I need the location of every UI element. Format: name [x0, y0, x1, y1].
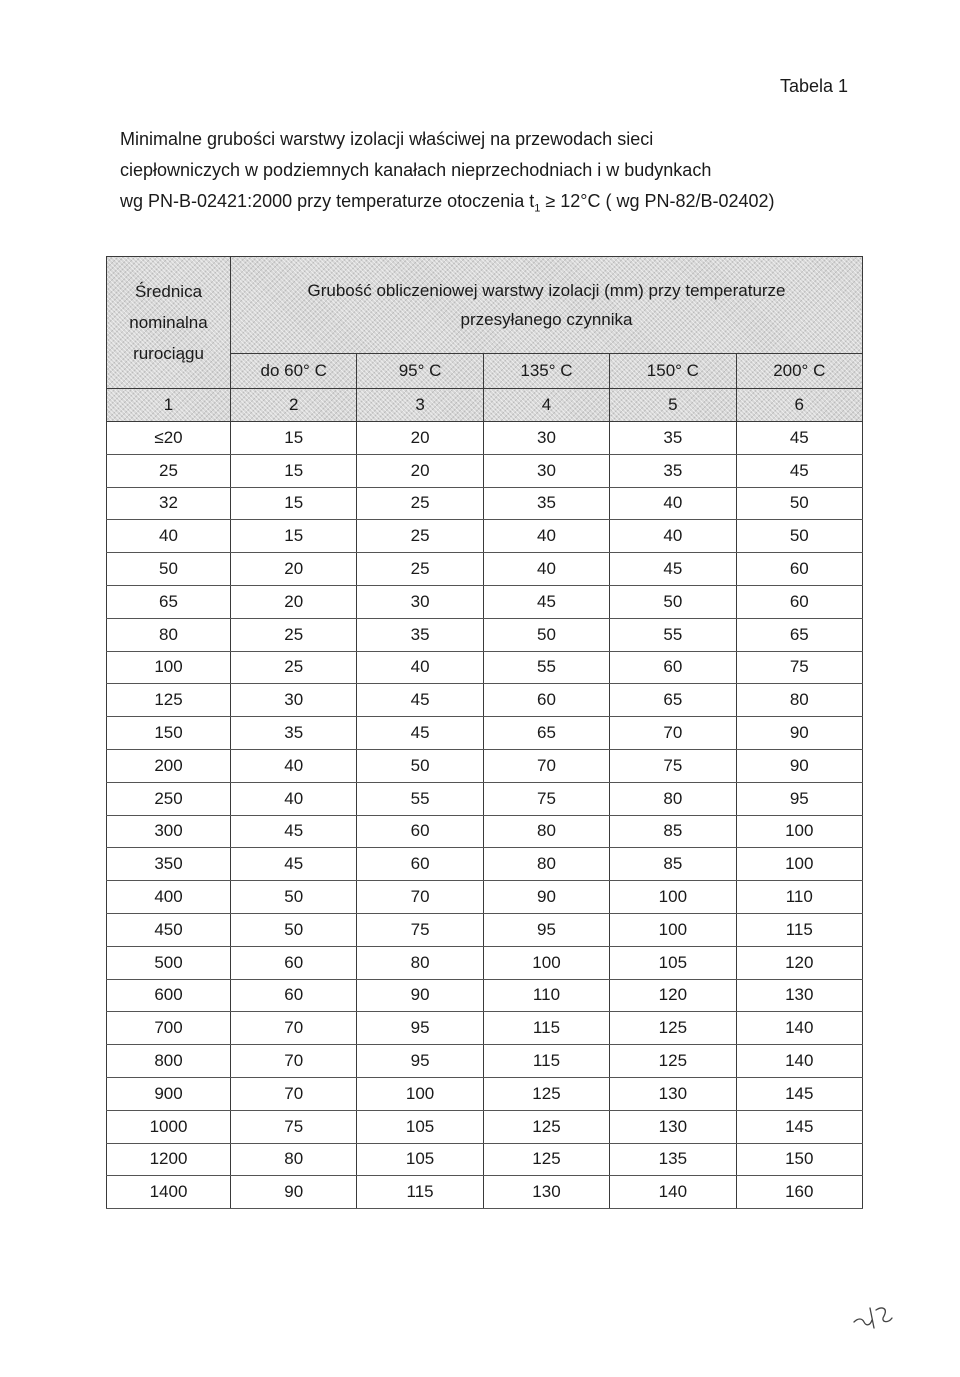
pipe-diameter-cell: 800: [107, 1045, 231, 1078]
insulation-thickness-cell: 95: [357, 1045, 483, 1078]
insulation-thickness-cell: 50: [357, 749, 483, 782]
insulation-thickness-cell: 55: [483, 651, 609, 684]
insulation-thickness-cell: 45: [736, 422, 862, 455]
insulation-thickness-cell: 60: [736, 585, 862, 618]
pipe-diameter-cell: ≤20: [107, 422, 231, 455]
header-temperature: 150° C: [610, 354, 736, 389]
insulation-thickness-cell: 70: [231, 1077, 357, 1110]
insulation-thickness-cell: 100: [483, 946, 609, 979]
header-thickness-line: Grubość obliczeniowej warstwy izolacji (mm) przy temperaturze: [307, 281, 786, 300]
insulation-thickness-cell: 40: [357, 651, 483, 684]
insulation-thickness-cell: 60: [483, 684, 609, 717]
insulation-thickness-cell: 15: [231, 520, 357, 553]
header-column-number: 4: [483, 389, 609, 422]
insulation-thickness-cell: 130: [736, 979, 862, 1012]
insulation-thickness-cell: 105: [357, 1143, 483, 1176]
insulation-thickness-cell: 20: [231, 553, 357, 586]
insulation-thickness-cell: 15: [231, 422, 357, 455]
insulation-thickness-cell: 60: [736, 553, 862, 586]
insulation-thickness-cell: 80: [483, 848, 609, 881]
insulation-thickness-table: [106, 256, 863, 1209]
insulation-thickness-cell: 95: [483, 913, 609, 946]
insulation-thickness-cell: 125: [483, 1143, 609, 1176]
table-row: [107, 1110, 863, 1143]
insulation-thickness-cell: 40: [483, 520, 609, 553]
insulation-thickness-cell: 40: [231, 749, 357, 782]
pipe-diameter-cell: 125: [107, 684, 231, 717]
insulation-thickness-cell: 50: [483, 618, 609, 651]
insulation-thickness-cell: 70: [357, 881, 483, 914]
insulation-thickness-cell: 70: [483, 749, 609, 782]
pipe-diameter-cell: 65: [107, 585, 231, 618]
insulation-thickness-cell: 100: [610, 881, 736, 914]
insulation-thickness-cell: 105: [357, 1110, 483, 1143]
header-column-number: 5: [610, 389, 736, 422]
header-temperature: 135° C: [483, 354, 609, 389]
insulation-thickness-cell: 35: [610, 454, 736, 487]
insulation-thickness-cell: 30: [483, 454, 609, 487]
pipe-diameter-cell: 200: [107, 749, 231, 782]
insulation-thickness-cell: 90: [736, 749, 862, 782]
header-diameter: [107, 257, 231, 389]
insulation-thickness-cell: 15: [231, 487, 357, 520]
table-row: [107, 487, 863, 520]
insulation-thickness-cell: 60: [357, 848, 483, 881]
insulation-thickness-cell: 70: [610, 717, 736, 750]
table-row: [107, 717, 863, 750]
pipe-diameter-cell: 900: [107, 1077, 231, 1110]
caption-line-1: Minimalne grubości warstwy izolacji właściwej na przewodach sieci: [120, 129, 654, 149]
pipe-diameter-cell: 600: [107, 979, 231, 1012]
insulation-thickness-cell: 45: [483, 585, 609, 618]
insulation-thickness-cell: 45: [610, 553, 736, 586]
table-row: [107, 585, 863, 618]
table-row: [107, 618, 863, 651]
insulation-thickness-cell: 130: [483, 1176, 609, 1209]
caption-line-3-start: wg PN-B-02421:2000 przy temperaturze otoczenia t: [120, 191, 535, 211]
insulation-thickness-cell: 80: [231, 1143, 357, 1176]
pipe-diameter-cell: 40: [107, 520, 231, 553]
insulation-thickness-cell: 25: [357, 553, 483, 586]
insulation-thickness-cell: 80: [736, 684, 862, 717]
insulation-thickness-cell: 15: [231, 454, 357, 487]
insulation-thickness-cell: 50: [736, 487, 862, 520]
insulation-thickness-cell: 115: [736, 913, 862, 946]
table-body: [107, 422, 863, 1209]
insulation-thickness-cell: 90: [357, 979, 483, 1012]
insulation-thickness-cell: 90: [736, 717, 862, 750]
table-row: [107, 553, 863, 586]
insulation-thickness-cell: 105: [610, 946, 736, 979]
insulation-thickness-cell: 35: [357, 618, 483, 651]
insulation-thickness-cell: 120: [610, 979, 736, 1012]
table-row: [107, 946, 863, 979]
pipe-diameter-cell: 25: [107, 454, 231, 487]
caption-line-3: [120, 186, 860, 225]
insulation-thickness-cell: 140: [610, 1176, 736, 1209]
insulation-thickness-cell: 20: [231, 585, 357, 618]
table-row: [107, 651, 863, 684]
insulation-thickness-cell: 160: [736, 1176, 862, 1209]
insulation-thickness-cell: 145: [736, 1110, 862, 1143]
insulation-thickness-cell: 45: [736, 454, 862, 487]
insulation-thickness-cell: 115: [483, 1045, 609, 1078]
insulation-thickness-cell: 90: [231, 1176, 357, 1209]
insulation-thickness-cell: 50: [231, 881, 357, 914]
insulation-thickness-cell: 65: [483, 717, 609, 750]
insulation-thickness-cell: 100: [357, 1077, 483, 1110]
insulation-thickness-cell: 130: [610, 1077, 736, 1110]
insulation-thickness-cell: 115: [357, 1176, 483, 1209]
insulation-thickness-cell: 100: [736, 848, 862, 881]
insulation-thickness-cell: 75: [357, 913, 483, 946]
insulation-thickness-cell: 65: [610, 684, 736, 717]
insulation-thickness-cell: 25: [357, 520, 483, 553]
insulation-thickness-cell: 50: [736, 520, 862, 553]
table-row: [107, 1176, 863, 1209]
insulation-thickness-cell: 85: [610, 848, 736, 881]
insulation-thickness-cell: 80: [483, 815, 609, 848]
insulation-thickness-cell: 125: [610, 1045, 736, 1078]
pipe-diameter-cell: 1000: [107, 1110, 231, 1143]
table-row: [107, 1045, 863, 1078]
insulation-thickness-cell: 110: [483, 979, 609, 1012]
header-column-number: 6: [736, 389, 862, 422]
insulation-thickness-cell: 45: [357, 717, 483, 750]
insulation-thickness-cell: 110: [736, 881, 862, 914]
handwritten-page-mark: [848, 1300, 898, 1334]
insulation-thickness-cell: 150: [736, 1143, 862, 1176]
pipe-diameter-cell: 500: [107, 946, 231, 979]
insulation-thickness-cell: 120: [736, 946, 862, 979]
table-row: [107, 881, 863, 914]
insulation-thickness-cell: 25: [231, 651, 357, 684]
insulation-thickness-cell: 85: [610, 815, 736, 848]
insulation-thickness-cell: 35: [231, 717, 357, 750]
table-label: Tabela 1: [780, 76, 849, 96]
insulation-thickness-cell: 115: [483, 1012, 609, 1045]
pipe-diameter-cell: 700: [107, 1012, 231, 1045]
insulation-thickness-cell: 140: [736, 1012, 862, 1045]
table-header: [107, 257, 863, 422]
insulation-thickness-cell: 95: [736, 782, 862, 815]
insulation-thickness-cell: 140: [736, 1045, 862, 1078]
pipe-diameter-cell: 1400: [107, 1176, 231, 1209]
insulation-thickness-cell: 45: [231, 815, 357, 848]
header-diameter-line: nominalna: [129, 313, 208, 332]
pipe-diameter-cell: 32: [107, 487, 231, 520]
insulation-thickness-cell: 65: [736, 618, 862, 651]
insulation-thickness-cell: 35: [483, 487, 609, 520]
header-diameter-line: rurociągu: [133, 344, 204, 363]
table-row: [107, 782, 863, 815]
insulation-thickness-cell: 70: [231, 1012, 357, 1045]
header-temperature: do 60° C: [231, 354, 357, 389]
insulation-thickness-cell: 75: [231, 1110, 357, 1143]
insulation-thickness-cell: 30: [231, 684, 357, 717]
table-row: [107, 1012, 863, 1045]
insulation-thickness-cell: 40: [231, 782, 357, 815]
insulation-thickness-cell: 100: [610, 913, 736, 946]
insulation-thickness-cell: 125: [483, 1077, 609, 1110]
table-row: [107, 979, 863, 1012]
insulation-thickness-cell: 40: [610, 487, 736, 520]
header-temperature: 95° C: [357, 354, 483, 389]
header-column-number: 2: [231, 389, 357, 422]
insulation-thickness-cell: 50: [231, 913, 357, 946]
pipe-diameter-cell: 50: [107, 553, 231, 586]
table-row: [107, 848, 863, 881]
header-thickness-line: przesyłanego czynnika: [460, 310, 633, 329]
insulation-thickness-cell: 75: [610, 749, 736, 782]
insulation-thickness-cell: 25: [357, 487, 483, 520]
insulation-thickness-cell: 55: [357, 782, 483, 815]
insulation-thickness-cell: 30: [483, 422, 609, 455]
table-row: [107, 454, 863, 487]
insulation-thickness-cell: 75: [736, 651, 862, 684]
insulation-thickness-cell: 60: [357, 815, 483, 848]
table-row: [107, 913, 863, 946]
pipe-diameter-cell: 80: [107, 618, 231, 651]
insulation-thickness-cell: 35: [610, 422, 736, 455]
insulation-thickness-cell: 125: [610, 1012, 736, 1045]
table-row: [107, 422, 863, 455]
pipe-diameter-cell: 300: [107, 815, 231, 848]
table-row: [107, 520, 863, 553]
insulation-thickness-cell: 70: [231, 1045, 357, 1078]
table-caption: [120, 124, 860, 225]
insulation-thickness-cell: 55: [610, 618, 736, 651]
insulation-thickness-cell: 80: [357, 946, 483, 979]
pipe-diameter-cell: 450: [107, 913, 231, 946]
pipe-diameter-cell: 250: [107, 782, 231, 815]
insulation-thickness-cell: 20: [357, 454, 483, 487]
insulation-thickness-cell: 60: [610, 651, 736, 684]
insulation-thickness-cell: 145: [736, 1077, 862, 1110]
caption-subscript: 1: [534, 202, 541, 215]
insulation-thickness-cell: 60: [231, 946, 357, 979]
header-temperature: 200° C: [736, 354, 862, 389]
insulation-thickness-cell: 40: [610, 520, 736, 553]
insulation-thickness-cell: 125: [483, 1110, 609, 1143]
header-column-number: 1: [107, 389, 231, 422]
pipe-diameter-cell: 350: [107, 848, 231, 881]
table-row: [107, 684, 863, 717]
insulation-thickness-cell: 60: [231, 979, 357, 1012]
insulation-thickness-cell: 40: [483, 553, 609, 586]
pipe-diameter-cell: 100: [107, 651, 231, 684]
insulation-thickness-cell: 80: [610, 782, 736, 815]
insulation-thickness-cell: 95: [357, 1012, 483, 1045]
caption-line-3-end: ≥ 12°C ( wg PN-82/B-02402): [540, 191, 775, 211]
insulation-thickness-cell: 20: [357, 422, 483, 455]
insulation-thickness-cell: 135: [610, 1143, 736, 1176]
table-row: [107, 1077, 863, 1110]
header-column-number: 3: [357, 389, 483, 422]
insulation-thickness-cell: 30: [357, 585, 483, 618]
table-row: [107, 1143, 863, 1176]
insulation-thickness-cell: 100: [736, 815, 862, 848]
insulation-thickness-cell: 75: [483, 782, 609, 815]
header-thickness: [231, 257, 863, 354]
table-row: [107, 749, 863, 782]
insulation-thickness-cell: 25: [231, 618, 357, 651]
pipe-diameter-cell: 150: [107, 717, 231, 750]
insulation-thickness-cell: 45: [357, 684, 483, 717]
header-diameter-line: Średnica: [134, 282, 203, 301]
insulation-thickness-cell: 90: [483, 881, 609, 914]
caption-line-2: ciepłowniczych w podziemnych kanałach nieprzechodniach i w budynkach: [120, 160, 712, 180]
insulation-thickness-cell: 45: [231, 848, 357, 881]
insulation-thickness-cell: 50: [610, 585, 736, 618]
pipe-diameter-cell: 1200: [107, 1143, 231, 1176]
pipe-diameter-cell: 400: [107, 881, 231, 914]
table-row: [107, 815, 863, 848]
insulation-thickness-cell: 130: [610, 1110, 736, 1143]
